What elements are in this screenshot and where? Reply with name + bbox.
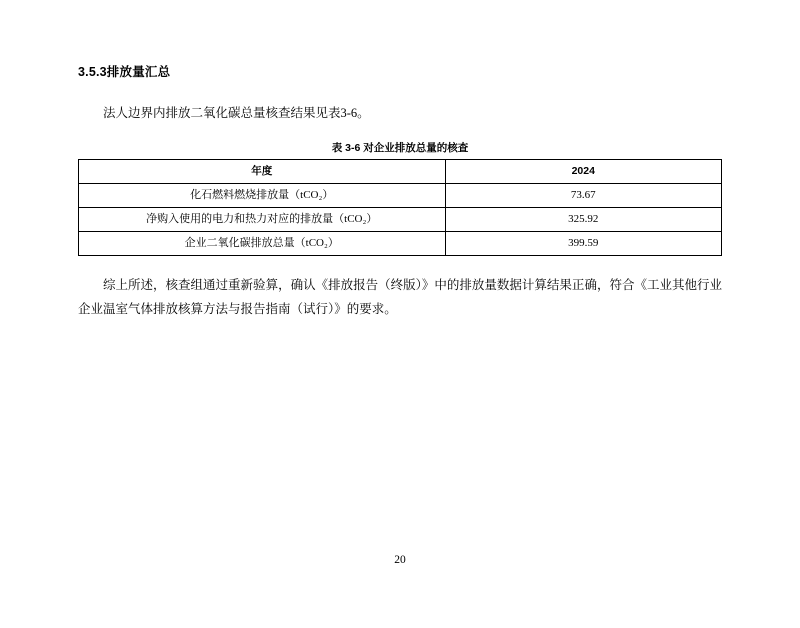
emissions-summary-table bbox=[78, 159, 722, 256]
page-number: 20 bbox=[394, 554, 406, 566]
table-header-2024: 2024 bbox=[445, 159, 722, 183]
table-caption: 表 3-6 对企业排放总量的核查 bbox=[331, 141, 469, 154]
table-row bbox=[79, 231, 722, 255]
table-row bbox=[79, 183, 722, 207]
row-label: 企业二氧化碳排放总量（tCO₂） bbox=[79, 231, 446, 255]
row-value: 325.92 bbox=[445, 207, 722, 231]
row-value: 73.67 bbox=[445, 183, 722, 207]
section-heading: 3.5.3排放量汇总 bbox=[78, 65, 171, 79]
row-label: 净购入使用的电力和热力对应的排放量（tCO₂） bbox=[79, 207, 446, 231]
summary-paragraph: 综上所述，核查组通过重新验算，确认《排放报告（终版）》中的排放量数据计算结果正确，符合《工业其他行业企业温室气体排放核算方法与报告指南（试行）》的要求。 bbox=[78, 277, 722, 316]
table-header-row bbox=[79, 159, 722, 183]
row-value: 399.59 bbox=[445, 231, 722, 255]
table-row bbox=[79, 207, 722, 231]
intro-paragraph: 法人边界内排放二氧化碳总量核查结果见表3-6。 bbox=[103, 106, 370, 120]
row-label: 化石燃料燃烧排放量（tCO₂） bbox=[79, 183, 446, 207]
table-header-year: 年度 bbox=[79, 159, 446, 183]
document-page bbox=[0, 62, 800, 628]
